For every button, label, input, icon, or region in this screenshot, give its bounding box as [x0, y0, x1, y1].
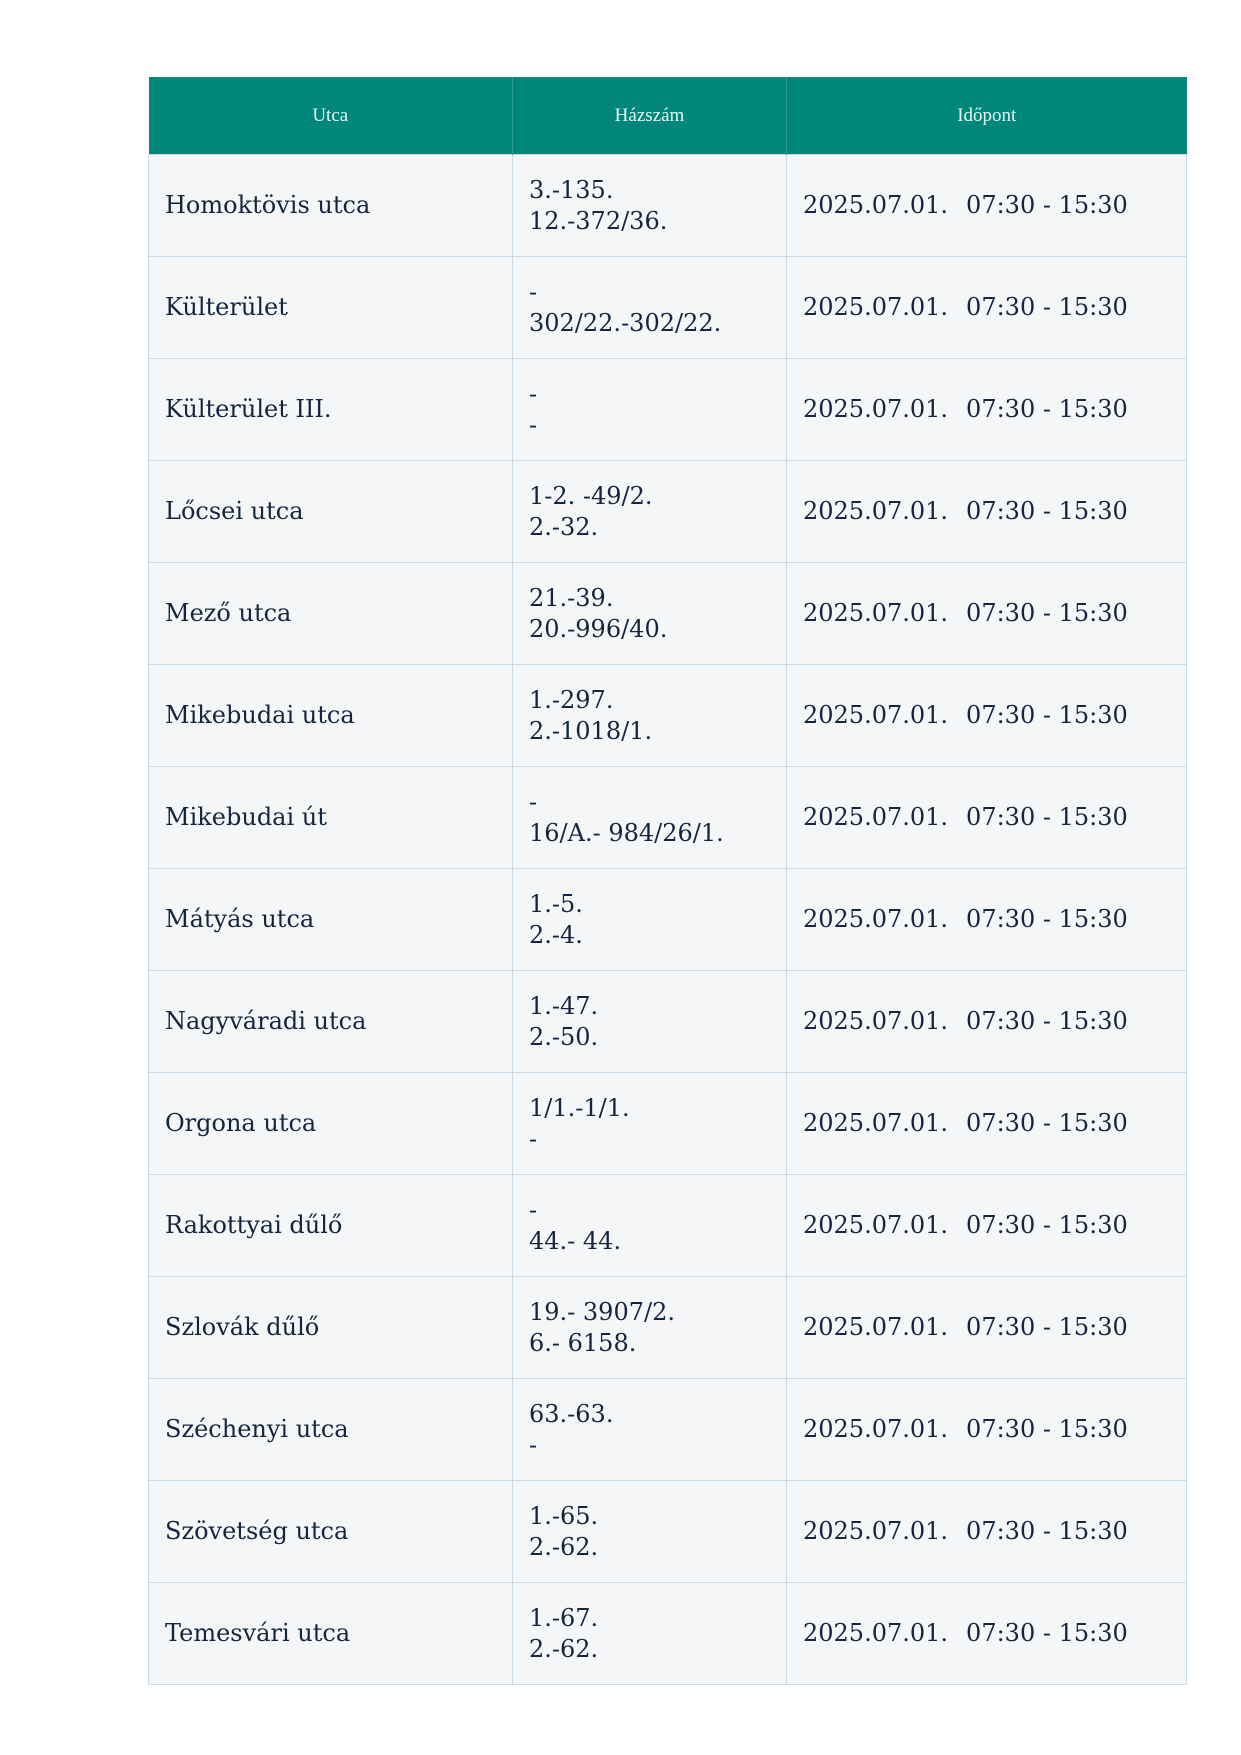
- table-header: [149, 77, 1187, 155]
- time-cell: [787, 767, 1187, 869]
- house-number-range: -: [529, 379, 538, 408]
- house-number-range: 16/A.- 984/26/1.: [529, 818, 724, 847]
- house-number-range: 3.-135.: [529, 175, 614, 204]
- street-cell: Mikebudai út: [149, 767, 513, 869]
- house-number-range: 44.- 44.: [529, 1226, 622, 1255]
- time-range-text: 07:30 - 15:30: [966, 1415, 1128, 1443]
- house-number-range: 1.-47.: [529, 991, 599, 1020]
- street-cell: Nagyváradi utca: [149, 971, 513, 1073]
- house-number-range: 2.-62.: [529, 1532, 599, 1561]
- time-cell: [787, 155, 1187, 257]
- house-number-cell: [513, 665, 787, 767]
- date-text: 2025.07.01.: [803, 395, 949, 423]
- date-text: 2025.07.01.: [803, 1211, 949, 1239]
- house-number-cell: [513, 359, 787, 461]
- street-cell: Mátyás utca: [149, 869, 513, 971]
- time-cell: [787, 1583, 1187, 1685]
- table-row: [149, 563, 1187, 665]
- table-row: [149, 971, 1187, 1073]
- time-cell: [787, 1175, 1187, 1277]
- street-cell: Külterület: [149, 257, 513, 359]
- house-number-range: 2.-62.: [529, 1634, 599, 1663]
- time-range-text: 07:30 - 15:30: [966, 599, 1128, 627]
- street-cell: Szlovák dűlő: [149, 1277, 513, 1379]
- house-number-range: 2.-1018/1.: [529, 716, 653, 745]
- table-row: [149, 665, 1187, 767]
- time-cell: [787, 1379, 1187, 1481]
- house-number-range: -: [529, 1195, 538, 1224]
- table-row: [149, 1583, 1187, 1685]
- time-range-text: 07:30 - 15:30: [966, 395, 1128, 423]
- street-cell: Szövetség utca: [149, 1481, 513, 1583]
- time-range-text: 07:30 - 15:30: [966, 1619, 1128, 1647]
- house-number-range: 2.-32.: [529, 512, 599, 541]
- time-cell: [787, 971, 1187, 1073]
- house-number-cell: [513, 1379, 787, 1481]
- street-cell: Orgona utca: [149, 1073, 513, 1175]
- time-range-text: 07:30 - 15:30: [966, 1211, 1128, 1239]
- street-cell: Temesvári utca: [149, 1583, 513, 1685]
- house-number-cell: [513, 1583, 787, 1685]
- time-range-text: 07:30 - 15:30: [966, 701, 1128, 729]
- house-number-cell: [513, 1073, 787, 1175]
- time-cell: [787, 869, 1187, 971]
- time-range-text: 07:30 - 15:30: [966, 1517, 1128, 1545]
- time-cell: [787, 461, 1187, 563]
- date-text: 2025.07.01.: [803, 1415, 949, 1443]
- house-number-range: -: [529, 277, 538, 306]
- date-text: 2025.07.01.: [803, 497, 949, 525]
- street-cell: Lőcsei utca: [149, 461, 513, 563]
- house-number-range: 19.- 3907/2.: [529, 1297, 675, 1326]
- street-cell: Széchenyi utca: [149, 1379, 513, 1481]
- street-cell: Homoktövis utca: [149, 155, 513, 257]
- house-number-range: -: [529, 1124, 538, 1153]
- date-text: 2025.07.01.: [803, 1007, 949, 1035]
- table-row: [149, 461, 1187, 563]
- time-cell: [787, 1481, 1187, 1583]
- time-cell: [787, 1277, 1187, 1379]
- house-number-range: 302/22.-302/22.: [529, 308, 722, 337]
- house-number-range: -: [529, 1430, 538, 1459]
- date-text: 2025.07.01.: [803, 905, 949, 933]
- table-row: [149, 1277, 1187, 1379]
- house-number-range: 1/1.-1/1.: [529, 1093, 630, 1122]
- date-text: 2025.07.01.: [803, 1517, 949, 1545]
- column-header-house-number: Házszám: [513, 77, 787, 155]
- house-number-range: 21.-39.: [529, 583, 614, 612]
- date-text: 2025.07.01.: [803, 1619, 949, 1647]
- date-text: 2025.07.01.: [803, 1109, 949, 1137]
- table-row: [149, 1379, 1187, 1481]
- house-number-range: -: [529, 410, 538, 439]
- house-number-range: 1.-67.: [529, 1603, 599, 1632]
- date-text: 2025.07.01.: [803, 293, 949, 321]
- house-number-range: -: [529, 787, 538, 816]
- house-number-range: 1.-65.: [529, 1501, 599, 1530]
- house-number-range: 63.-63.: [529, 1399, 614, 1428]
- outage-schedule-table: [148, 77, 1187, 1685]
- date-text: 2025.07.01.: [803, 1313, 949, 1341]
- date-text: 2025.07.01.: [803, 803, 949, 831]
- date-text: 2025.07.01.: [803, 599, 949, 627]
- house-number-cell: [513, 563, 787, 665]
- table-body: [149, 155, 1187, 1685]
- street-cell: Rakottyai dűlő: [149, 1175, 513, 1277]
- house-number-range: 6.- 6158.: [529, 1328, 637, 1357]
- date-text: 2025.07.01.: [803, 191, 949, 219]
- time-range-text: 07:30 - 15:30: [966, 191, 1128, 219]
- house-number-range: 2.-4.: [529, 920, 583, 949]
- house-number-cell: [513, 1277, 787, 1379]
- table-row: [149, 359, 1187, 461]
- table-row: [149, 1073, 1187, 1175]
- time-range-text: 07:30 - 15:30: [966, 1313, 1128, 1341]
- house-number-cell: [513, 257, 787, 359]
- house-number-cell: [513, 155, 787, 257]
- table-row: [149, 869, 1187, 971]
- time-range-text: 07:30 - 15:30: [966, 1007, 1128, 1035]
- column-header-time: Időpont: [787, 77, 1187, 155]
- time-range-text: 07:30 - 15:30: [966, 293, 1128, 321]
- house-number-range: 1-2. -49/2.: [529, 481, 653, 510]
- house-number-cell: [513, 461, 787, 563]
- street-cell: Mikebudai utca: [149, 665, 513, 767]
- table-row: [149, 1175, 1187, 1277]
- table-row: [149, 155, 1187, 257]
- time-range-text: 07:30 - 15:30: [966, 1109, 1128, 1137]
- time-cell: [787, 257, 1187, 359]
- time-range-text: 07:30 - 15:30: [966, 497, 1128, 525]
- table-row: [149, 767, 1187, 869]
- table-row: [149, 1481, 1187, 1583]
- street-cell: Külterület III.: [149, 359, 513, 461]
- house-number-range: 2.-50.: [529, 1022, 599, 1051]
- time-cell: [787, 1073, 1187, 1175]
- street-cell: Mező utca: [149, 563, 513, 665]
- house-number-cell: [513, 971, 787, 1073]
- time-cell: [787, 359, 1187, 461]
- house-number-cell: [513, 1175, 787, 1277]
- time-range-text: 07:30 - 15:30: [966, 905, 1128, 933]
- table-row: [149, 257, 1187, 359]
- house-number-range: 1.-5.: [529, 889, 583, 918]
- time-cell: [787, 563, 1187, 665]
- header-row: [149, 77, 1187, 155]
- time-cell: [787, 665, 1187, 767]
- column-header-street: Utca: [149, 77, 513, 155]
- date-text: 2025.07.01.: [803, 701, 949, 729]
- house-number-range: 12.-372/36.: [529, 206, 668, 235]
- house-number-range: 1.-297.: [529, 685, 614, 714]
- house-number-cell: [513, 869, 787, 971]
- house-number-cell: [513, 767, 787, 869]
- house-number-range: 20.-996/40.: [529, 614, 668, 643]
- time-range-text: 07:30 - 15:30: [966, 803, 1128, 831]
- house-number-cell: [513, 1481, 787, 1583]
